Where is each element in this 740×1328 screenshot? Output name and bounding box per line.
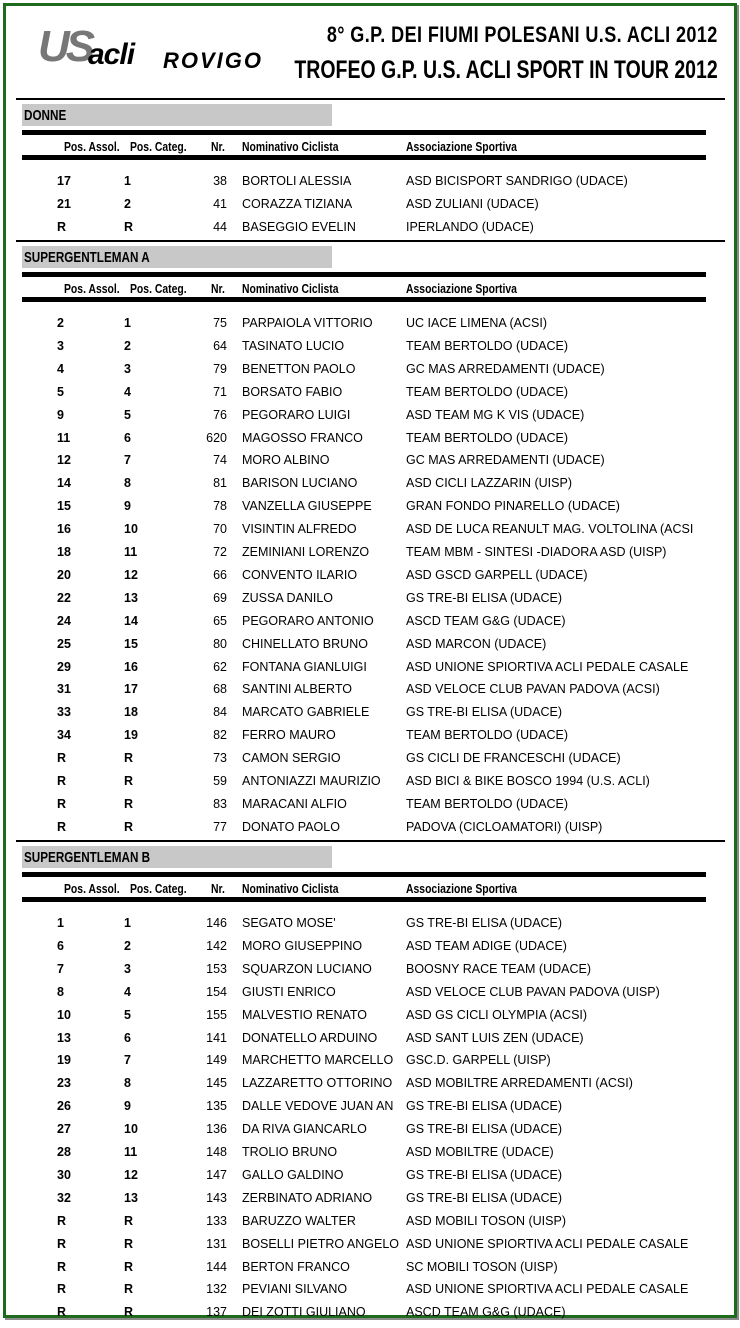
team-cell: UC IACE LIMENA (ACSI) <box>406 316 547 330</box>
col-name-header: Nominativo Ciclista <box>242 881 339 896</box>
table-row <box>0 637 740 660</box>
team-cell: ASD SANT LUIS ZEN (UDACE) <box>406 1030 584 1045</box>
pos-assol-cell: 11 <box>57 430 71 445</box>
rider-name-cell: MAGOSSO FRANCO <box>242 430 363 445</box>
col-nr-header: Nr. <box>211 139 225 154</box>
table-row <box>0 476 740 499</box>
rider-name-cell: BORSATO FABIO <box>242 384 343 399</box>
table-row <box>0 1031 740 1054</box>
nr-cell: 71 <box>213 384 227 399</box>
pos-assol-cell: 32 <box>57 1190 71 1205</box>
team-cell: IPERLANDO (UDACE) <box>406 219 534 234</box>
nr-cell: 44 <box>213 219 227 234</box>
pos-categ-cell: 5 <box>124 407 131 422</box>
section-separator <box>16 240 725 242</box>
table-row <box>0 1237 740 1260</box>
rider-name-cell: SQUARZON LUCIANO <box>242 961 372 976</box>
pos-categ-cell: 18 <box>124 705 138 720</box>
pos-assol-cell: 34 <box>57 728 71 743</box>
nr-cell: 137 <box>206 1305 227 1320</box>
header-bar-top <box>22 872 706 877</box>
rider-name-cell: BARISON LUCIANO <box>242 476 358 491</box>
table-row <box>0 1305 740 1328</box>
rider-name-cell: BENETTON PAOLO <box>242 361 356 376</box>
col-pos-categ-header: Pos. Categ. <box>130 281 187 296</box>
pos-categ-cell: 1 <box>124 916 131 930</box>
nr-cell: 154 <box>206 984 227 999</box>
table-row <box>0 316 740 339</box>
table-row <box>0 1260 740 1283</box>
pos-categ-cell: 4 <box>124 984 131 999</box>
table-row <box>0 362 740 385</box>
team-cell: ASD UNIONE SPIORTIVA ACLI PEDALE CASALE <box>406 1282 689 1297</box>
pos-categ-cell: 10 <box>124 522 138 537</box>
pos-categ-cell: 3 <box>124 361 131 376</box>
pos-categ-cell: 8 <box>124 476 131 491</box>
nr-cell: 149 <box>206 1053 227 1068</box>
pos-categ-cell: 17 <box>124 682 138 697</box>
logo-us-text: US <box>38 22 92 71</box>
team-cell: GS TRE-BI ELISA (UDACE) <box>406 1099 563 1114</box>
table-row <box>0 385 740 408</box>
rider-name-cell: DALLE VEDOVE JUAN AN <box>242 1099 394 1114</box>
team-cell: ASCD TEAM G&G (UDACE) <box>406 613 566 628</box>
pos-assol-cell: R <box>57 1305 67 1320</box>
col-nr-header: Nr. <box>211 881 225 896</box>
rider-name-cell: CORAZZA TIZIANA <box>242 196 353 211</box>
pos-assol-cell: 17 <box>57 174 71 188</box>
rider-name-cell: ZEMINIANI LORENZO <box>242 545 370 559</box>
team-cell: ASD MARCON (UDACE) <box>406 636 547 651</box>
nr-cell: 142 <box>206 938 227 953</box>
pos-categ-cell: 6 <box>124 1030 131 1045</box>
pos-assol-cell: 28 <box>57 1145 71 1159</box>
rider-name-cell: BASEGGIO EVELIN <box>242 219 356 234</box>
pos-categ-cell: 3 <box>124 961 131 976</box>
team-cell: TEAM MBM - SINTESI -DIADORA ASD (UISP) <box>406 545 667 559</box>
pos-assol-cell: 10 <box>57 1007 71 1022</box>
col-pos-assol-header: Pos. Assol. <box>64 881 120 896</box>
team-cell: ASD DE LUCA REANULT MAG. VOLTOLINA (ACSI <box>406 522 694 537</box>
rider-name-cell: TASINATO LUCIO <box>242 338 345 353</box>
team-cell: ASD VELOCE CLUB PAVAN PADOVA (ACSI) <box>406 682 660 697</box>
pos-categ-cell: 19 <box>124 728 138 743</box>
pos-assol-cell: 20 <box>57 567 71 582</box>
rider-name-cell: BORTOLI ALESSIA <box>242 174 352 188</box>
nr-cell: 144 <box>206 1259 227 1274</box>
rider-name-cell: PEVIANI SILVANO <box>242 1282 348 1297</box>
nr-cell: 133 <box>206 1213 227 1228</box>
nr-cell: 145 <box>206 1076 227 1091</box>
rider-name-cell: MARACANI ALFIO <box>242 796 347 811</box>
rider-name-cell: CAMON SERGIO <box>242 751 341 766</box>
pos-assol-cell: 8 <box>57 984 64 999</box>
table-row <box>0 522 740 545</box>
pos-categ-cell: 14 <box>124 613 138 628</box>
nr-cell: 82 <box>213 728 227 743</box>
pos-categ-cell: 12 <box>124 567 138 582</box>
table-row <box>0 1122 740 1145</box>
header-bar-bottom <box>22 297 706 302</box>
table-row <box>0 499 740 522</box>
pos-categ-cell: 7 <box>124 1053 131 1068</box>
rider-name-cell: DA RIVA GIANCARLO <box>242 1122 367 1137</box>
table-row <box>0 660 740 683</box>
pos-categ-cell: R <box>124 774 134 788</box>
team-cell: ASD UNIONE SPIORTIVA ACLI PEDALE CASALE <box>406 1236 689 1251</box>
team-cell: BOOSNY RACE TEAM (UDACE) <box>406 961 591 976</box>
pos-assol-cell: 5 <box>57 384 64 399</box>
nr-cell: 75 <box>213 316 227 330</box>
nr-cell: 136 <box>206 1122 227 1137</box>
rider-name-cell: ZERBINATO ADRIANO <box>242 1190 373 1205</box>
team-cell: ASD BICI & BIKE BOSCO 1994 (U.S. ACLI) <box>406 774 650 788</box>
pos-categ-cell: 1 <box>124 174 131 188</box>
pos-assol-cell: 2 <box>57 316 64 330</box>
table-row <box>0 916 740 939</box>
rider-name-cell: MORO GIUSEPPINO <box>242 938 363 953</box>
nr-cell: 147 <box>206 1167 227 1182</box>
nr-cell: 148 <box>206 1145 227 1159</box>
rider-name-cell: BERTON FRANCO <box>242 1259 350 1274</box>
pos-categ-cell: 10 <box>124 1122 138 1137</box>
col-pos-categ-header: Pos. Categ. <box>130 881 187 896</box>
col-team-header: Associazione Sportiva <box>406 139 517 154</box>
nr-cell: 135 <box>206 1099 227 1114</box>
team-cell: PADOVA (CICLOAMATORI) (UISP) <box>406 819 603 834</box>
table-row <box>0 774 740 797</box>
pos-categ-cell: 12 <box>124 1167 138 1182</box>
pos-categ-cell: R <box>124 1213 134 1228</box>
team-cell: TEAM BERTOLDO (UDACE) <box>406 430 569 445</box>
pos-categ-cell: 4 <box>124 384 131 399</box>
nr-cell: 41 <box>213 196 227 211</box>
rider-name-cell: MARCATO GABRIELE <box>242 705 370 720</box>
table-row <box>0 1168 740 1191</box>
pos-categ-cell: 1 <box>124 316 131 330</box>
rider-name-cell: BOSELLI PIETRO ANGELO <box>242 1236 400 1251</box>
team-cell: GC MAS ARREDAMENTI (UDACE) <box>406 361 605 376</box>
nr-cell: 153 <box>206 961 227 976</box>
nr-cell: 84 <box>213 705 227 720</box>
rider-name-cell: CHINELLATO BRUNO <box>242 636 368 651</box>
nr-cell: 66 <box>213 567 227 582</box>
nr-cell: 38 <box>213 174 227 188</box>
pos-assol-cell: R <box>57 774 67 788</box>
table-row <box>0 751 740 774</box>
pos-assol-cell: 27 <box>57 1122 71 1137</box>
table-row <box>0 339 740 362</box>
nr-cell: 69 <box>213 590 227 605</box>
table-row <box>0 591 740 614</box>
table-row <box>0 939 740 962</box>
pos-categ-cell: 7 <box>124 453 131 468</box>
table-row <box>0 568 740 591</box>
nr-cell: 146 <box>206 916 227 930</box>
rider-name-cell: PEGORARO ANTONIO <box>242 613 374 628</box>
pos-categ-cell: R <box>124 796 134 811</box>
nr-cell: 81 <box>213 476 227 491</box>
pos-assol-cell: R <box>57 796 67 811</box>
pos-assol-cell: 3 <box>57 338 64 353</box>
section-label-box <box>22 246 332 268</box>
table-row <box>0 962 740 985</box>
nr-cell: 62 <box>213 659 227 674</box>
pos-assol-cell: R <box>57 1236 67 1251</box>
team-cell: ASD CICLI LAZZARIN (UISP) <box>406 476 572 491</box>
rider-name-cell: FONTANA GIANLUIGI <box>242 659 367 674</box>
team-cell: SC MOBILI TOSON (UISP) <box>406 1259 558 1274</box>
pos-assol-cell: 30 <box>57 1167 71 1182</box>
table-row <box>0 1282 740 1305</box>
team-cell: ASD BICISPORT SANDRIGO (UDACE) <box>406 174 628 188</box>
pos-assol-cell: 33 <box>57 705 71 720</box>
pos-categ-cell: 2 <box>124 338 131 353</box>
team-cell: TEAM BERTOLDO (UDACE) <box>406 796 569 811</box>
rider-name-cell: SANTINI ALBERTO <box>242 682 352 697</box>
pos-categ-cell: R <box>124 1236 134 1251</box>
rider-name-cell: VANZELLA GIUSEPPE <box>242 499 372 514</box>
pos-assol-cell: 6 <box>57 938 64 953</box>
header-bar-bottom <box>22 155 706 160</box>
pos-assol-cell: R <box>57 1259 67 1274</box>
table-row <box>0 1099 740 1122</box>
table-row <box>0 1145 740 1168</box>
nr-cell: 80 <box>213 636 227 651</box>
section-label: SUPERGENTLEMAN B <box>24 849 151 866</box>
rider-name-cell: SEGATO MOSE' <box>242 916 336 930</box>
team-cell: ASD ZULIANI (UDACE) <box>406 196 539 211</box>
pos-assol-cell: 18 <box>57 545 71 559</box>
rider-name-cell: TROLIO BRUNO <box>242 1145 338 1159</box>
nr-cell: 74 <box>213 453 227 468</box>
pos-assol-cell: 23 <box>57 1076 71 1091</box>
nr-cell: 76 <box>213 407 227 422</box>
table-row <box>0 1008 740 1031</box>
nr-cell: 59 <box>213 774 227 788</box>
col-team-header: Associazione Sportiva <box>406 881 517 896</box>
pos-categ-cell: 9 <box>124 1099 131 1114</box>
nr-cell: 141 <box>206 1030 227 1045</box>
pos-assol-cell: 24 <box>57 613 71 628</box>
section-label-box <box>22 104 332 126</box>
trophy-title: TROFEO G.P. U.S. ACLI SPORT IN TOUR 2012 <box>294 56 718 84</box>
pos-assol-cell: R <box>57 1213 67 1228</box>
team-cell: ASD VELOCE CLUB PAVAN PADOVA (UISP) <box>406 984 660 999</box>
rider-name-cell: FERRO MAURO <box>242 728 336 743</box>
pos-assol-cell: R <box>57 219 67 234</box>
pos-assol-cell: 1 <box>57 916 64 930</box>
nr-cell: 68 <box>213 682 227 697</box>
pos-assol-cell: 12 <box>57 453 71 468</box>
pos-assol-cell: 31 <box>57 682 71 697</box>
pos-categ-cell: R <box>124 219 134 234</box>
pos-assol-cell: 13 <box>57 1030 71 1045</box>
pos-assol-cell: R <box>57 819 67 834</box>
pos-categ-cell: R <box>124 819 134 834</box>
header-separator <box>16 98 725 100</box>
table-row <box>0 1214 740 1237</box>
nr-cell: 155 <box>206 1007 227 1022</box>
rider-name-cell: BARUZZO WALTER <box>242 1213 356 1228</box>
table-row <box>0 197 740 220</box>
team-cell: GS TRE-BI ELISA (UDACE) <box>406 1190 563 1205</box>
header-bar-bottom <box>22 897 706 902</box>
nr-cell: 79 <box>213 361 227 376</box>
pos-assol-cell: 16 <box>57 522 71 537</box>
rider-name-cell: LAZZARETTO OTTORINO <box>242 1076 393 1091</box>
rider-name-cell: MARCHETTO MARCELLO <box>242 1053 394 1068</box>
rider-name-cell: PARPAIOLA VITTORIO <box>242 316 373 330</box>
pos-assol-cell: R <box>57 751 67 766</box>
table-row <box>0 614 740 637</box>
team-cell: ASD GS CICLI OLYMPIA (ACSI) <box>406 1007 588 1022</box>
rider-name-cell: VISINTIN ALFREDO <box>242 522 357 537</box>
team-cell: ASCD TEAM G&G (UDACE) <box>406 1305 566 1320</box>
col-pos-assol-header: Pos. Assol. <box>64 281 120 296</box>
section-separator <box>16 840 725 842</box>
nr-cell: 83 <box>213 796 227 811</box>
pos-categ-cell: 16 <box>124 659 138 674</box>
rider-name-cell: MORO ALBINO <box>242 453 330 468</box>
nr-cell: 64 <box>213 338 227 353</box>
section-label: DONNE <box>24 107 67 124</box>
section-label-box <box>22 846 332 868</box>
rider-name-cell: GIUSTI ENRICO <box>242 984 336 999</box>
pos-categ-cell: 13 <box>124 1190 138 1205</box>
table-row <box>0 174 740 197</box>
nr-cell: 65 <box>213 613 227 628</box>
nr-cell: 70 <box>213 522 227 537</box>
team-cell: ASD GSCD GARPELL (UDACE) <box>406 567 588 582</box>
rider-name-cell: ANTONIAZZI MAURIZIO <box>242 774 381 788</box>
team-cell: GS TRE-BI ELISA (UDACE) <box>406 705 563 720</box>
col-name-header: Nominativo Ciclista <box>242 139 339 154</box>
team-cell: ASD MOBILTRE (UDACE) <box>406 1145 554 1159</box>
team-cell: ASD TEAM MG K VIS (UDACE) <box>406 407 585 422</box>
pos-categ-cell: 8 <box>124 1076 131 1091</box>
pos-categ-cell: R <box>124 1305 134 1320</box>
pos-assol-cell: 14 <box>57 476 71 491</box>
table-row <box>0 682 740 705</box>
table-row <box>0 1076 740 1099</box>
pos-assol-cell: 9 <box>57 407 64 422</box>
team-cell: GS TRE-BI ELISA (UDACE) <box>406 1167 563 1182</box>
team-cell: ASD TEAM ADIGE (UDACE) <box>406 938 567 953</box>
col-team-header: Associazione Sportiva <box>406 281 517 296</box>
team-cell: GRAN FONDO PINARELLO (UDACE) <box>406 499 620 514</box>
pos-assol-cell: 22 <box>57 590 71 605</box>
table-row <box>0 408 740 431</box>
pos-categ-cell: 2 <box>124 938 131 953</box>
team-cell: GS CICLI DE FRANCESCHI (UDACE) <box>406 751 621 766</box>
pos-assol-cell: 21 <box>57 196 71 211</box>
event-title: 8° G.P. DEI FIUMI POLESANI U.S. ACLI 2012 <box>327 22 718 47</box>
header-bar-top <box>22 130 706 135</box>
header-bar-top <box>22 272 706 277</box>
team-cell: GS TRE-BI ELISA (UDACE) <box>406 590 563 605</box>
table-row <box>0 1191 740 1214</box>
team-cell: ASD MOBILTRE ARREDAMENTI (ACSI) <box>406 1076 633 1091</box>
pos-categ-cell: 11 <box>124 545 138 559</box>
pos-categ-cell: 9 <box>124 499 131 514</box>
col-pos-assol-header: Pos. Assol. <box>64 139 120 154</box>
pos-categ-cell: 5 <box>124 1007 131 1022</box>
table-row <box>0 728 740 751</box>
rider-name-cell: GALLO GALDINO <box>242 1167 344 1182</box>
nr-cell: 73 <box>213 751 227 766</box>
nr-cell: 77 <box>213 819 227 834</box>
table-row <box>0 1053 740 1076</box>
pos-assol-cell: 4 <box>57 361 64 376</box>
table-row <box>0 797 740 820</box>
table-row <box>0 431 740 454</box>
team-cell: ASD UNIONE SPIORTIVA ACLI PEDALE CASALE <box>406 659 689 674</box>
pos-assol-cell: 25 <box>57 636 71 651</box>
pos-assol-cell: 26 <box>57 1099 71 1114</box>
table-row <box>0 705 740 728</box>
nr-cell: 143 <box>206 1190 227 1205</box>
pos-assol-cell: 15 <box>57 499 71 514</box>
col-name-header: Nominativo Ciclista <box>242 281 339 296</box>
table-row <box>0 985 740 1008</box>
team-cell: TEAM BERTOLDO (UDACE) <box>406 384 569 399</box>
pos-assol-cell: 19 <box>57 1053 71 1068</box>
pos-categ-cell: 13 <box>124 590 138 605</box>
team-cell: GSC.D. GARPELL (UISP) <box>406 1053 551 1068</box>
team-cell: GS TRE-BI ELISA (UDACE) <box>406 916 563 930</box>
rider-name-cell: DONATELLO ARDUINO <box>242 1030 378 1045</box>
pos-categ-cell: R <box>124 751 134 766</box>
logo-city: ROVIGO <box>163 48 264 73</box>
pos-assol-cell: R <box>57 1282 67 1297</box>
nr-cell: 131 <box>206 1236 227 1251</box>
pos-categ-cell: R <box>124 1259 134 1274</box>
pos-assol-cell: 7 <box>57 961 64 976</box>
table-row <box>0 453 740 476</box>
nr-cell: 78 <box>213 499 227 514</box>
team-cell: TEAM BERTOLDO (UDACE) <box>406 338 569 353</box>
team-cell: ASD MOBILI TOSON (UISP) <box>406 1213 566 1228</box>
table-row <box>0 545 740 568</box>
logo-acli-text: acli <box>88 38 135 71</box>
rider-name-cell: DEI ZOTTI GIULIANO <box>242 1305 366 1320</box>
pos-assol-cell: 29 <box>57 659 71 674</box>
rider-name-cell: PEGORARO LUIGI <box>242 407 351 422</box>
col-pos-categ-header: Pos. Categ. <box>130 139 187 154</box>
section-label: SUPERGENTLEMAN A <box>24 249 150 266</box>
pos-categ-cell: 2 <box>124 196 131 211</box>
col-nr-header: Nr. <box>211 281 225 296</box>
rider-name-cell: DONATO PAOLO <box>242 819 340 834</box>
rider-name-cell: MALVESTIO RENATO <box>242 1007 368 1022</box>
nr-cell: 620 <box>206 430 227 445</box>
pos-categ-cell: 6 <box>124 430 131 445</box>
pos-categ-cell: R <box>124 1282 134 1297</box>
pos-categ-cell: 11 <box>124 1145 138 1159</box>
rider-name-cell: ZUSSA DANILO <box>242 590 333 605</box>
nr-cell: 132 <box>206 1282 227 1297</box>
nr-cell: 72 <box>213 545 227 559</box>
team-cell: GC MAS ARREDAMENTI (UDACE) <box>406 453 605 468</box>
team-cell: TEAM BERTOLDO (UDACE) <box>406 728 569 743</box>
rider-name-cell: CONVENTO ILARIO <box>242 567 358 582</box>
pos-categ-cell: 15 <box>124 636 138 651</box>
team-cell: GS TRE-BI ELISA (UDACE) <box>406 1122 563 1137</box>
